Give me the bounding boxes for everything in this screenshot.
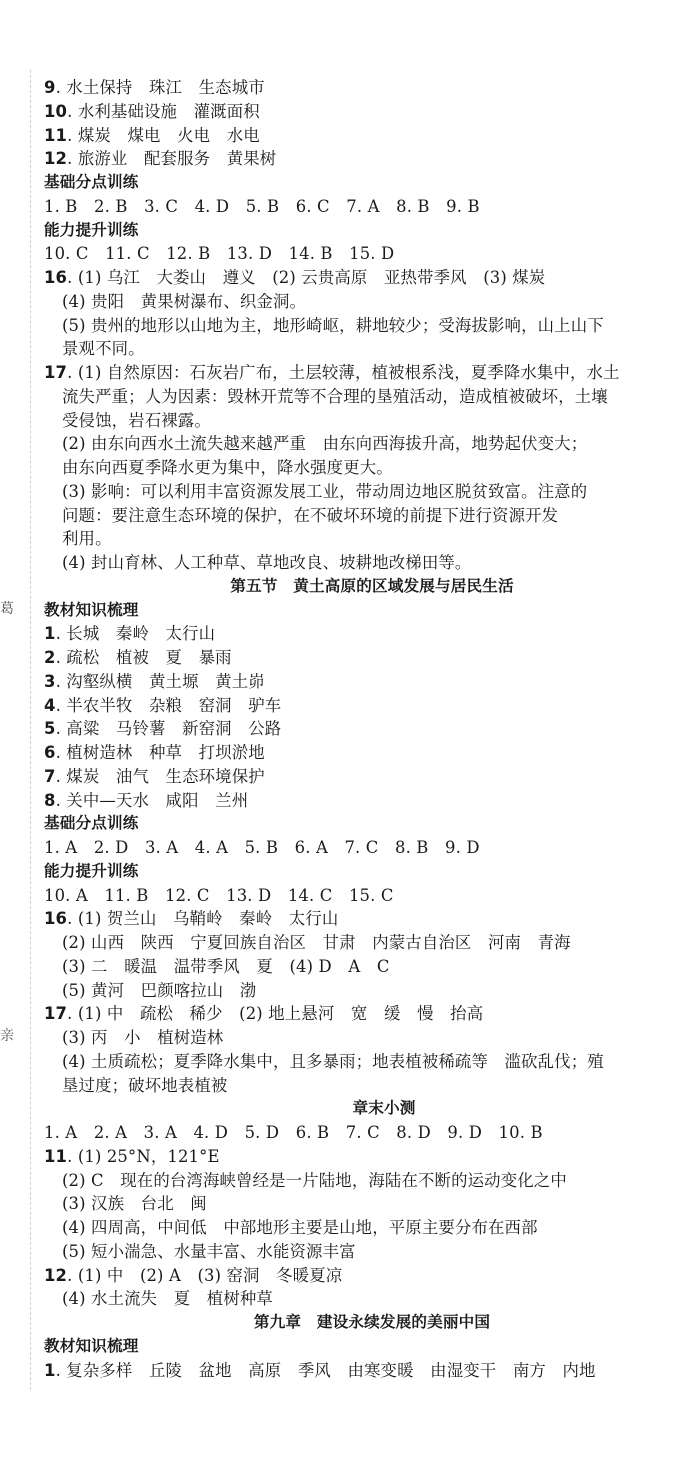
answer-text: . 植树造林 种草 打坝淤地 (55, 743, 265, 762)
answer-text: 第九章 建设永续发展的美丽中国 (253, 1313, 491, 1331)
answer-text: 由东向西夏季降水更为集中，降水强度更大。 (62, 458, 393, 477)
answer-text: . 沟壑纵横 黄土塬 黄土峁 (55, 671, 265, 691)
answer-text: 基础分点训练 (44, 173, 139, 191)
binding-margin-line (30, 70, 31, 1390)
answer-line (44, 717, 684, 741)
answer-line (44, 765, 684, 789)
section-heading (44, 599, 684, 623)
answer-line (44, 884, 684, 908)
answer-text: 能力提升训练 (44, 220, 139, 239)
answer-continuation (44, 409, 684, 433)
answer-text: (4) 封山育林、人工种草、草地改良、坡耕地改梯田等。 (62, 553, 472, 572)
answer-text: (3) 汉族 台北 闽 (62, 1194, 207, 1214)
answer-text: 利用。 (62, 529, 112, 549)
answer-continuation (44, 1026, 684, 1050)
answer-continuation (44, 480, 684, 504)
answer-continuation (44, 337, 684, 361)
answer-text: . (1) 自然原因：石灰岩广布，土层较薄，植被根系浅，夏季降水集中，水土 (67, 363, 620, 382)
answer-continuation (44, 432, 684, 456)
answer-line (44, 646, 684, 670)
answer-text: . (1) 乌江 大娄山 遵义 (2) 云贵高原 亚热带季风 (3) 煤炭 (67, 268, 546, 287)
question-number: 17 (44, 1004, 68, 1024)
answer-line (44, 100, 684, 124)
answer-text: 1. A 2. A 3. A 4. D 5. D 6. B 7. C 8. D 9. D 10. B (44, 1123, 543, 1142)
answer-text: (2) C 现在的台湾海峡曾经是一片陆地，海陆在不断的运动变化之中 (62, 1170, 567, 1190)
section-heading (44, 860, 684, 884)
question-number: 7 (44, 766, 56, 786)
answer-line (44, 670, 684, 694)
answer-line (44, 242, 684, 266)
answer-line (44, 147, 684, 171)
answer-line (44, 361, 684, 385)
answer-line (44, 694, 684, 718)
question-number: 16 (44, 909, 68, 929)
section-heading (44, 219, 684, 243)
answer-text: (2) 山西 陕西 宁夏回族自治区 甘肃 内蒙古自治区 河南 青海 (62, 933, 571, 952)
answer-text: . (1) 贺兰山 乌鞘岭 秦岭 太行山 (67, 909, 339, 929)
answer-continuation (44, 1216, 684, 1240)
quiz-title (44, 1097, 684, 1121)
answer-text: (5) 短小湍急、水量丰富、水能资源丰富 (62, 1241, 356, 1261)
answer-line (44, 1002, 684, 1026)
question-number: 17 (44, 363, 68, 382)
answer-line (44, 622, 684, 646)
answer-text: (3) 二 暖温 温带季风 夏 (4) D A C (62, 956, 390, 976)
answer-continuation (44, 551, 684, 575)
answer-text: (3) 丙 小 植树造林 (62, 1028, 224, 1047)
section-heading (44, 171, 684, 195)
question-number: 5 (44, 719, 56, 739)
answer-text: 10. C 11. C 12. B 13. D 14. B 15. D (44, 244, 395, 264)
question-number: 6 (44, 743, 56, 762)
answer-line (44, 1359, 684, 1383)
answer-text: . (1) 中 (2) A (3) 窑洞 冬暖夏凉 (67, 1265, 343, 1285)
answer-line (44, 1121, 684, 1145)
question-number: 2 (44, 648, 56, 667)
answer-continuation (44, 1240, 684, 1264)
question-number: 12 (44, 1265, 68, 1285)
answer-text: (5) 贵州的地形以山地为主，地形崎岖，耕地较少；受海拔影响，山上山下 (62, 315, 604, 335)
chapter-title (44, 575, 684, 599)
answer-key-column (44, 76, 684, 1382)
section-heading (44, 1335, 684, 1359)
question-number: 8 (44, 790, 56, 810)
answer-text: 垦过度；破坏地表植被 (62, 1075, 228, 1095)
answer-line (44, 195, 684, 219)
answer-text: . 水利基础设施 灌溉面积 (67, 101, 260, 121)
answer-continuation (44, 314, 684, 338)
answer-text: 教材知识梳理 (44, 600, 139, 619)
answer-text: 能力提升训练 (44, 861, 139, 880)
question-number: 9 (44, 78, 56, 97)
answer-text: 1. A 2. D 3. A 4. A 5. B 6. A 7. C 8. B 9. D (44, 838, 480, 857)
answer-continuation (44, 1074, 684, 1098)
answer-line (44, 836, 684, 860)
answer-continuation (44, 955, 684, 979)
answer-text: (4) 四周高，中间低 中部地形主要是山地，平原主要分布在西部 (62, 1218, 538, 1237)
answer-continuation (44, 385, 684, 409)
answer-text: 基础分点训练 (44, 814, 139, 833)
answer-line (44, 76, 684, 100)
question-number: 1 (44, 624, 56, 644)
answer-line (44, 1145, 684, 1169)
answer-continuation (44, 1050, 684, 1074)
answer-text: . (1) 25°N，121°E (67, 1146, 220, 1166)
answer-text: . 旅游业 配套服务 黄果树 (67, 149, 277, 169)
answer-line (44, 124, 684, 148)
question-number: 16 (44, 268, 68, 287)
answer-text: . 疏松 植被 夏 暴雨 (55, 648, 232, 667)
answer-line (44, 741, 684, 765)
chapter-title (44, 1311, 684, 1335)
answer-text: 1. B 2. B 3. C 4. D 5. B 6. C 7. A 8. B 9. B (44, 196, 480, 216)
answer-text: (4) 水土流失 夏 植树种草 (62, 1289, 273, 1309)
question-number: 11 (44, 125, 68, 145)
answer-text: (4) 贵阳 黄果树瀑布、织金洞。 (62, 291, 307, 311)
answer-text: 章末小测 (352, 1099, 416, 1118)
answer-continuation (44, 456, 684, 480)
answer-text: (5) 黄河 巴颜喀拉山 渤 (62, 980, 257, 1000)
answer-line (44, 266, 684, 290)
answer-text: . 复杂多样 丘陵 盆地 高原 季风 由寒变暖 由湿变干 南方 内地 (55, 1360, 596, 1380)
question-number: 12 (44, 149, 68, 169)
answer-continuation (44, 1192, 684, 1216)
answer-line (44, 789, 684, 813)
answer-text: . 高粱 马铃薯 新窑洞 公路 (55, 719, 282, 739)
question-number: 1 (44, 1360, 56, 1380)
answer-text: 受侵蚀，岩石裸露。 (62, 410, 211, 430)
answer-continuation (44, 504, 684, 528)
answer-text: 景观不同。 (62, 339, 145, 359)
answer-text: . 水土保持 珠江 生态城市 (55, 78, 265, 97)
answer-text: (4) 土质疏松；夏季降水集中，且多暴雨；地表植被稀疏等 滥砍乱伐；殖 (62, 1051, 604, 1071)
question-number: 10 (44, 101, 68, 121)
question-number: 11 (44, 1146, 68, 1166)
answer-continuation (44, 527, 684, 551)
section-heading (44, 812, 684, 836)
answer-continuation (44, 931, 684, 955)
answer-text: . 煤炭 油气 生态环境保护 (55, 766, 265, 786)
answer-text: . 长城 秦岭 太行山 (55, 624, 216, 644)
answer-continuation (44, 290, 684, 314)
answer-text: 问题：要注意生态环境的保护，在不破坏环境的前提下进行资源开发 (62, 505, 559, 525)
answer-line (44, 907, 684, 931)
answer-text: . 关中—天水 咸阳 兰州 (55, 790, 249, 810)
answer-text: . 半农半牧 杂粮 窑洞 驴车 (55, 695, 282, 715)
question-number: 4 (44, 695, 56, 715)
answer-continuation (44, 979, 684, 1003)
answer-continuation (44, 1287, 684, 1311)
question-number: 3 (44, 671, 56, 691)
answer-continuation (44, 1169, 684, 1193)
answer-text: (3) 影响：可以利用丰富资源发展工业，带动周边地区脱贫致富。注意的 (62, 481, 588, 501)
answer-text: . (1) 中 疏松 稀少 (2) 地上悬河 宽 缓 慢 抬高 (67, 1004, 484, 1024)
answer-text: 10. A 11. B 12. C 13. D 14. C 15. C (44, 885, 394, 905)
answer-text: 流失严重；人为因素：毁林开荒等不合理的垦殖活动，造成植被破坏，土壤 (62, 386, 608, 406)
answer-text: 第五节 黄土高原的区域发展与居民生活 (230, 576, 514, 595)
answer-text: (2) 由东向西水土流失越来越严重 由东向西海拔升高，地势起伏变大； (62, 434, 588, 454)
margin-mark: 葛 (0, 601, 14, 617)
answer-text: . 煤炭 煤电 火电 水电 (67, 125, 260, 145)
margin-mark: 亲 (0, 1028, 14, 1044)
answer-text: 教材知识梳理 (44, 1336, 139, 1355)
answer-line (44, 1264, 684, 1288)
